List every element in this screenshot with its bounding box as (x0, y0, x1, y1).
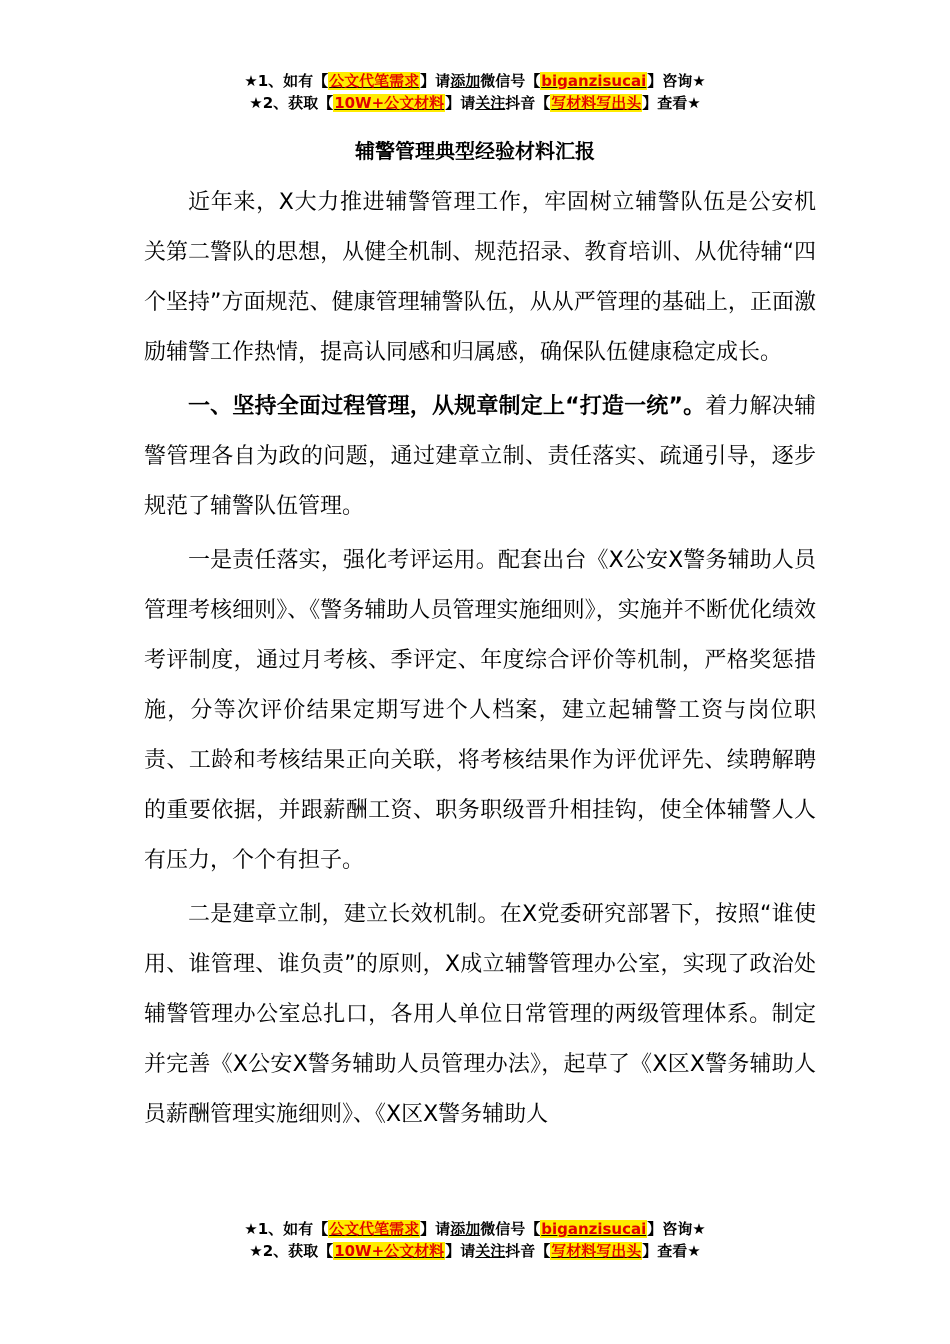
paragraph-point-1 (144, 536, 816, 886)
banner-line-1 (0, 70, 950, 92)
paragraph-text: 一是责任落实，强化考评运用。配套出台《X公安X警务辅助人员管理考核细则》、《警务辅助人员管理实施细则》，实施并不断优化绩效考评制度，通过月考核、季评定、年度综合评价等机制，严格奖惩措施，分等次评价结果定期写进个人档案，建立起辅警工资与岗位职责、工龄和考核结果正向关联，将考核结果作为评优评先、续聘解聘的重要依据，并跟薪酬工资、职务职级晋升相挂钩，使全体辅警人人有压力，个个有担子。 (144, 548, 816, 873)
highlight-service: 公文代笔需求 (329, 1220, 420, 1238)
highlight-service: 公文代笔需求 (329, 72, 420, 90)
document-title: 辅警管理典型经验材料汇报 (355, 139, 595, 163)
banner-line-2 (0, 1240, 950, 1262)
highlight-materials: 10W+公文材料 (334, 1242, 445, 1260)
banner-text: ★1、如有【 (244, 72, 329, 90)
paragraph-text: 二是建章立制，建立长效机制。在X党委研究部署下，按照“谁使用、谁管理、谁负责”的原则，X成立辅警管理办公室，实现了政治处辅警管理办公室总扎口，各用人单位日常管理的两级管理体系。制定并完善《X公安X警务辅助人员管理办法》，起草了《X区X警务辅助人员薪酬管理实施细则》、《X区X警务辅助人 (144, 902, 816, 1127)
highlight-douyin-id: 写材料写出头 (551, 1242, 642, 1260)
paragraph-text: 近年来，X大力推进辅警管理工作，牢固树立辅警队伍是公安机关第二警队的思想，从健全机制、规范招录、教育培训、从优待辅“四个坚持”方面规范、健康管理辅警队伍，从从严管理的基础上，正面激励辅警工作热情，提高认同感和归属感，确保队伍健康稳定成长。 (144, 190, 816, 365)
banner-emphasis: 关注 (475, 1242, 506, 1260)
banner-text: 】查看★ (642, 94, 701, 112)
banner-emphasis: 添加 (450, 72, 481, 90)
paragraph-point-2 (144, 890, 816, 1140)
banner-text: ★2、获取【 (249, 94, 334, 112)
footer-banner (0, 1218, 950, 1262)
banner-text: 】请 (420, 1220, 451, 1238)
highlight-wechat-id: biganzisucai (541, 72, 647, 90)
banner-text: 微信号【 (480, 1220, 541, 1238)
section-heading: 一、坚持全面过程管理，从规章制定上“打造一统”。 (188, 394, 706, 419)
banner-text: ★2、获取【 (249, 1242, 334, 1260)
banner-emphasis: 添加 (450, 1220, 481, 1238)
banner-text: 抖音【 (505, 1242, 551, 1260)
document-body (144, 178, 816, 1144)
banner-text: 】请 (445, 1242, 476, 1260)
banner-line-2 (0, 92, 950, 114)
banner-text: 】请 (420, 72, 451, 90)
header-banner (0, 70, 950, 114)
highlight-materials: 10W+公文材料 (334, 94, 445, 112)
banner-text: 抖音【 (505, 94, 551, 112)
highlight-douyin-id: 写材料写出头 (551, 94, 642, 112)
banner-emphasis: 关注 (475, 94, 506, 112)
paragraph-text: 着力解决辅警管理各自为政的问题，通过建章立制、责任落实、疏通引导，逐步规范了辅警队伍管理。 (144, 394, 816, 519)
banner-text: 】查看★ (642, 1242, 701, 1260)
highlight-wechat-id: biganzisucai (541, 1220, 647, 1238)
banner-line-1 (0, 1218, 950, 1240)
banner-text: 】咨询★ (647, 72, 706, 90)
banner-text: 微信号【 (480, 72, 541, 90)
banner-text: ★1、如有【 (244, 1220, 329, 1238)
banner-text: 】请 (445, 94, 476, 112)
banner-text: 】咨询★ (647, 1220, 706, 1238)
paragraph-section-1 (144, 382, 816, 532)
paragraph-intro (144, 178, 816, 378)
